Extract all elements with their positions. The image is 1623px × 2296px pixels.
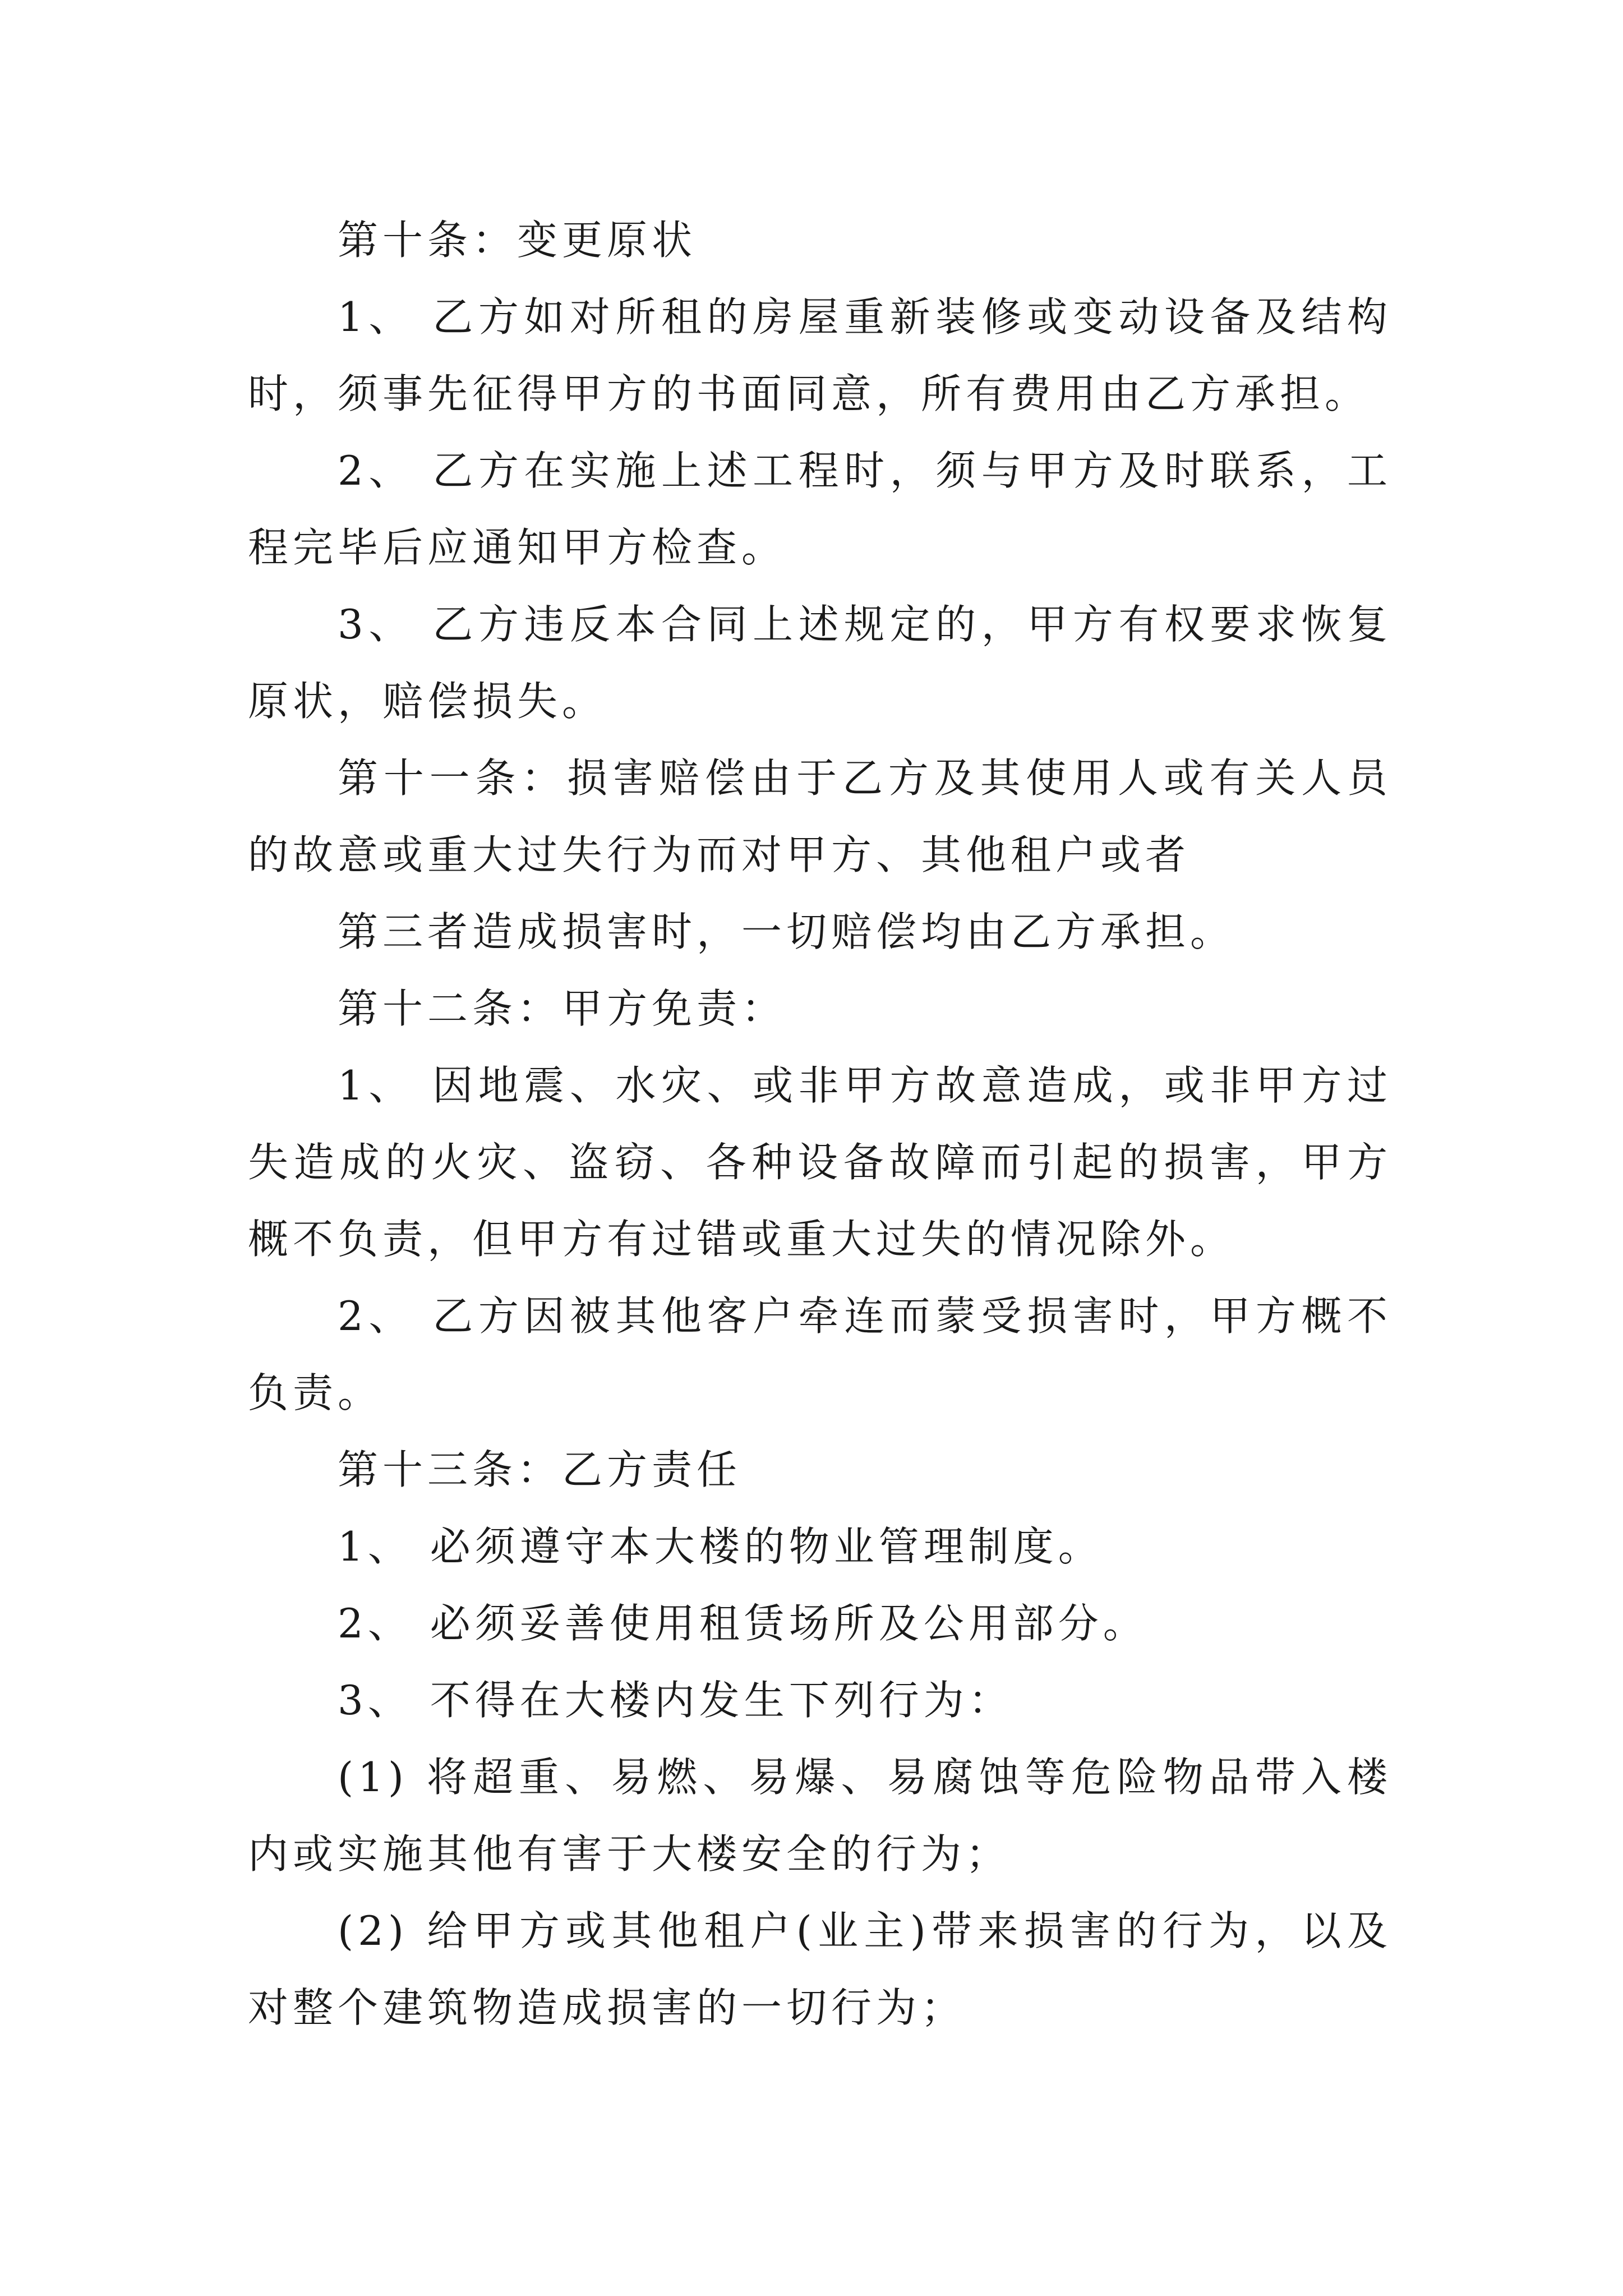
article-13-heading: 第十三条：乙方责任 xyxy=(338,1446,742,1493)
article-11-continuation: 第三者造成损害时，一切赔偿均由乙方承担。 xyxy=(338,908,1235,955)
article-10-clause-3: 3、 乙方违反本合同上述规定的，甲方有权要求恢复原状，赔偿损失。 xyxy=(248,601,1392,725)
article-12-clause-1: 1、 因地震、水灾、或非甲方故意造成，或非甲方过失造成的火灾、盗窃、各种设备故障而引起的损害，甲方概不负责，但甲方有过错或重大过失的情况除外。 xyxy=(248,1062,1392,1263)
article-13-item-1: (1) 将超重、易燃、易爆、易腐蚀等危险物品带入楼内或实施其他有害于大楼安全的行为； xyxy=(248,1754,1392,1878)
article-13-item-2: (2) 给甲方或其他租户(业主)带来损害的行为，以及对整个建筑物造成损害的一切行为； xyxy=(248,1907,1392,2031)
article-10-heading: 第十条：变更原状 xyxy=(338,217,697,264)
article-13-clause-1: 1、 必须遵守本大楼的物业管理制度。 xyxy=(338,1523,1103,1570)
article-10-clause-2: 2、 乙方在实施上述工程时，须与甲方及时联系，工程完毕后应通知甲方检查。 xyxy=(248,447,1392,571)
article-12-clause-2: 2、 乙方因被其他客户牵连而蒙受损害时，甲方概不负责。 xyxy=(248,1292,1392,1416)
document-body xyxy=(248,202,1392,2046)
article-13-clause-2: 2、 必须妥善使用租赁场所及公用部分。 xyxy=(338,1600,1148,1647)
article-10-clause-1: 1、 乙方如对所租的房屋重新装修或变动设备及结构时，须事先征得甲方的书面同意，所有费用由乙方承担。 xyxy=(248,293,1392,417)
article-13-clause-3: 3、 不得在大楼内发生下列行为： xyxy=(338,1677,1013,1724)
article-12-heading: 第十二条：甲方免责： xyxy=(338,985,787,1032)
article-11-heading: 第十一条：损害赔偿由于乙方及其使用人或有关人员的故意或重大过失行为而对甲方、其他租户或者 xyxy=(248,754,1392,878)
